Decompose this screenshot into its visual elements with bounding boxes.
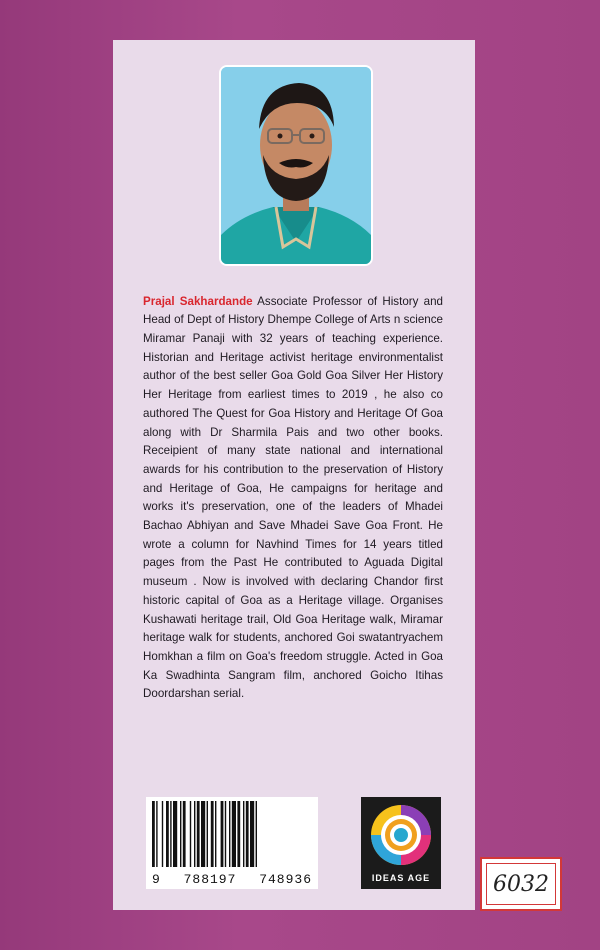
publisher-name: IDEAS AGE	[371, 873, 431, 883]
author-name: Prajal Sakhardande	[143, 294, 253, 308]
author-photo	[219, 65, 373, 266]
publisher-logo	[361, 797, 441, 889]
isbn-group-1: 788197	[183, 872, 237, 887]
author-bio	[143, 293, 443, 704]
isbn-prefix: 9	[152, 872, 161, 887]
isbn-barcode	[146, 797, 318, 889]
publisher-logo-icon	[369, 803, 433, 867]
isbn-number	[146, 872, 318, 887]
author-portrait-illustration	[221, 67, 371, 264]
inventory-sticker	[480, 857, 562, 911]
isbn-group-2: 748936	[259, 872, 312, 887]
inventory-number: 6032	[486, 863, 556, 905]
content-panel	[113, 40, 475, 910]
barcode-bars	[152, 801, 312, 867]
author-bio-text: Associate Professor of History and Head of Dept of History Dhempe College of Arts n science Miramar Panaji with 32 years of teaching experience. Historian and Heritage activist heritage environmentalist author of the best seller Goa Gold Goa Silver Her History Her Heritage from earliest times to 2019 , he also co authored The Quest for Goa History and Heritage Of Goa along with Dr Sharmila Pais and two other books. Receipient of many state national and international awards for his contribution to the preservation of History and Heritage of Goa, He campaigns for heritage and works it's preservation, one of the leaders of Mhadei Bachao Abhiyan and Save Mhadei Save Goa Front. He wrote a column for Navhind Times for 14 years titled pages from the Past He contributed to Aguada Digital museum . Now is involved with declaring Chandor first historic capital of Goa as a Heritage village. Organises Kushawati heritage trail, Old Goa Heritage walk, Miramar heritage walk for students, anchored Goi swatantryachem Homkhan a film on Goa's freedom struggle. Acted in Goa Ka Swadhinta Sangram film, anchored Goicho Itihas Doordarshan serial.	[143, 294, 443, 701]
